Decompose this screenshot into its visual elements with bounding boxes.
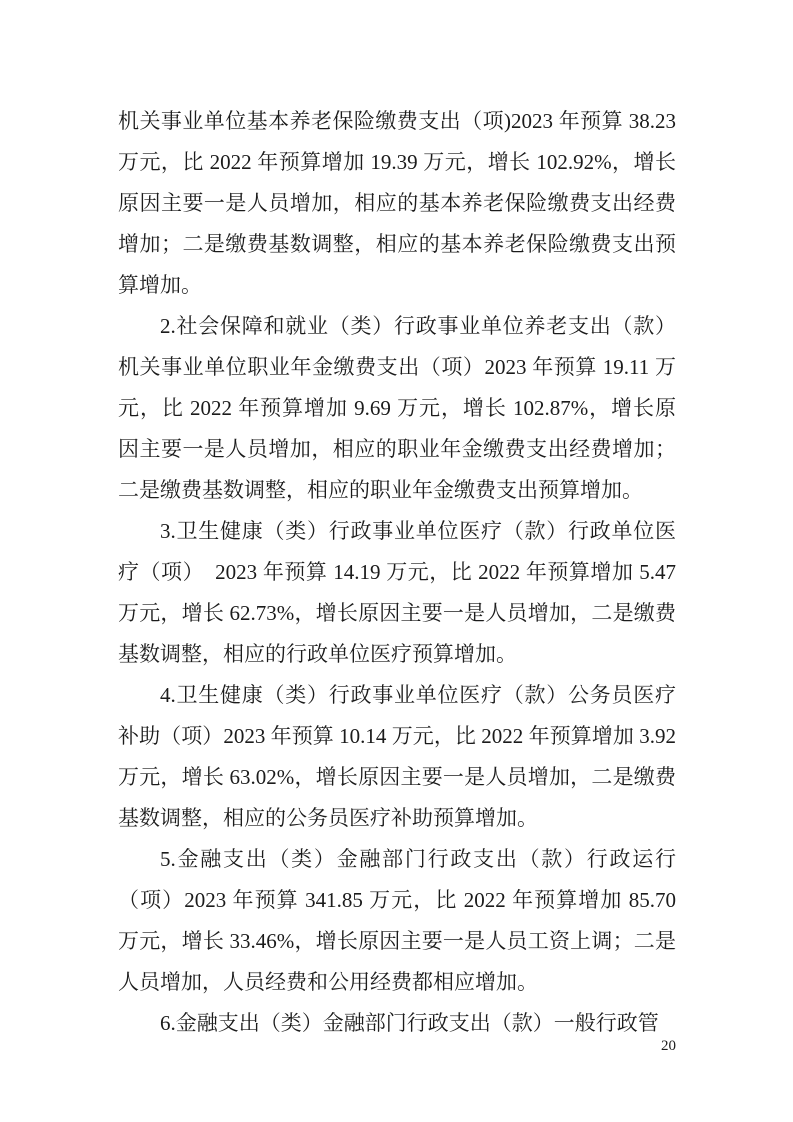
document-body-text xyxy=(118,101,676,1044)
paragraph-item-2-occupational-annuity: 2.社会保障和就业（类）行政事业单位养老支出（款）机关事业单位职业年金缴费支出（项）2023 年预算 19.11 万元，比 2022 年预算增加 9.69 万元，增长 102.87%，增长原因主要一是人员增加，相应的职业年金缴费支出经费增加；二是缴费基数调整，相应的职业年金缴费支出预算增加。 xyxy=(118,314,676,502)
page-number: 20 xyxy=(661,1038,676,1054)
paragraph-pension-contribution-continued: 机关事业单位基本养老保险缴费支出（项)2023 年预算 38.23 万元，比 2022 年预算增加 19.39 万元，增长 102.92%，增长原因主要一是人员增加，相应的基本养老保险缴费支出经费增加；二是缴费基数调整，相应的基本养老保险缴费支出预算增加。 xyxy=(118,109,676,297)
paragraph-item-6-general-admin-truncated: 6.金融支出（类）金融部门行政支出（款）一般行政管 xyxy=(160,1011,659,1035)
paragraph-item-4-civil-servant-medical-subsidy: 4.卫生健康（类）行政事业单位医疗（款）公务员医疗补助（项）2023 年预算 10.14 万元，比 2022 年预算增加 3.92 万元，增长 63.02%，增长原因主要一是人员增加，二是缴费基数调整，相应的公务员医疗补助预算增加。 xyxy=(118,683,676,830)
paragraph-item-3-administrative-unit-medical: 3.卫生健康（类）行政事业单位医疗（款）行政单位医疗（项） 2023 年预算 14.19 万元，比 2022 年预算增加 5.47 万元，增长 62.73%，增长原因主要一是人员增加，二是缴费基数调整，相应的行政单位医疗预算增加。 xyxy=(118,519,676,666)
paragraph-item-5-financial-admin-operation: 5.金融支出（类）金融部门行政支出（款）行政运行（项）2023 年预算 341.85 万元，比 2022 年预算增加 85.70 万元，增长 33.46%，增长原因主要一是人员工资上调；二是人员增加，人员经费和公用经费都相应增加。 xyxy=(118,847,676,994)
